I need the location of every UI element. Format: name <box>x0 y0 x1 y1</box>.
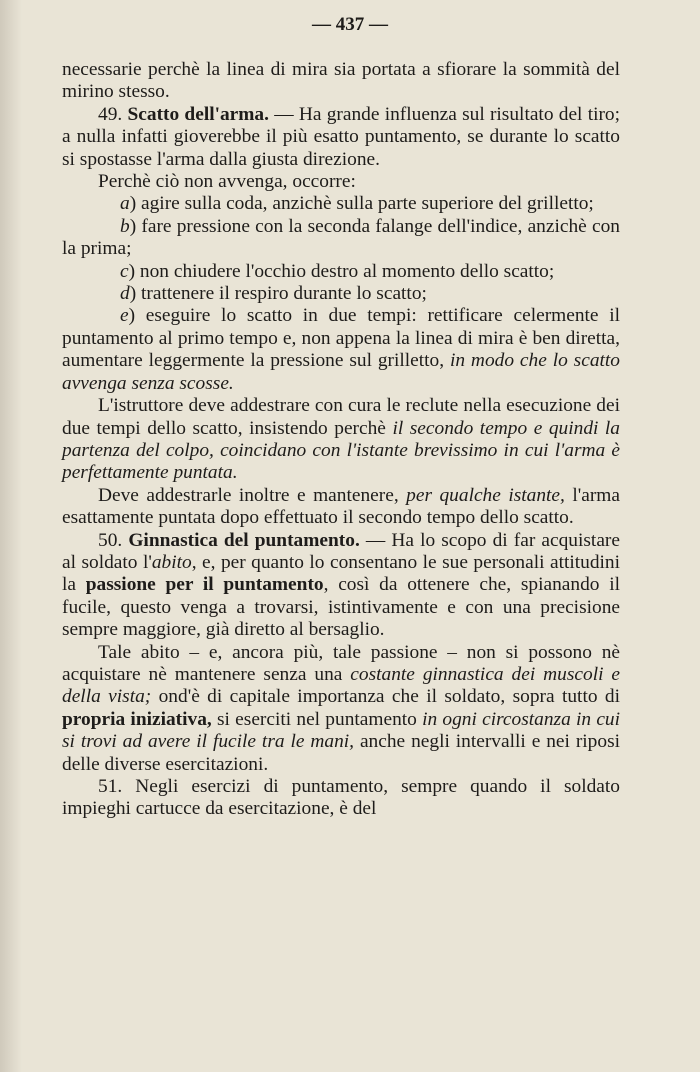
text-run: ) trattenere il respiro durante lo scatto; <box>129 283 427 305</box>
text-run: , e, per quanto lo consentano le sue personali attitudini la <box>62 551 620 596</box>
text-run: ) non chiudere l'occhio destro al momento dello scatto; <box>128 260 555 282</box>
text-run: , così da ottenere che, spianando il fucile, questo venga a trovarsi, istintivamente e con una precisione sempre maggiore, già diretto al bersaglio. <box>62 574 620 641</box>
italic-run: b <box>120 215 130 237</box>
bold-run: Ginnastica del puntamento. <box>128 529 360 551</box>
text-run: l'arma esattamente puntata dopo effettuato il secondo tempo dello scatto. <box>62 484 620 529</box>
text-run: 49. <box>98 103 128 125</box>
text-run: 51. Negli esercizi di puntamento, sempre quando il soldato impieghi cartucce da esercitazione, è del <box>62 776 620 820</box>
text-run: ) agire sulla coda, anzichè sulla parte superiore del grilletto; <box>129 193 594 215</box>
paragraph <box>62 642 620 776</box>
text-run: necessarie perchè la linea di mira sia portata a sfiorare la sommità del mirino stesso. <box>62 59 620 103</box>
bold-run: passione per il puntamento <box>85 574 324 596</box>
italic-run: costante ginnastica dei muscoli e della vista; <box>62 663 620 708</box>
list-item <box>62 305 620 395</box>
paragraph <box>62 104 620 171</box>
list-item <box>62 216 620 261</box>
page-binding-shadow <box>0 0 22 1072</box>
text-run: — Ha grande influenza sul risultato del tiro; a nulla infatti gioverebbe il più esatto puntamento, se durante lo scatto si spostasse l'arma dalla giusta direzione. <box>62 103 621 170</box>
italic-run: il secondo tempo e quindi la partenza del colpo, coincidano con l'istante brevissimo in cui l'arma è perfettamente puntata. <box>62 417 621 484</box>
page-number: — 437 — <box>312 14 388 35</box>
paragraph <box>62 530 620 642</box>
italic-run: in modo che lo scatto avvenga senza scosse. <box>62 350 620 394</box>
bold-run: propria iniziativa, <box>62 708 212 730</box>
text-run: ) eseguire lo scatto in due tempi: rettificare celermente il puntamento al primo tempo e, non appena la linea di mira è ben diretta, aumentare leggermente la pressione sul grilletto, <box>62 305 620 372</box>
italic-run: a <box>120 193 130 215</box>
italic-run: e <box>120 305 129 327</box>
list-item <box>62 283 620 305</box>
text-run: anche negli intervalli e nei riposi delle diverse esercitazioni. <box>62 731 620 775</box>
text-run: si eserciti nel puntamento <box>211 708 423 730</box>
list-item <box>62 193 620 215</box>
paragraph <box>62 59 620 104</box>
italic-run: abito <box>151 551 192 573</box>
text-run: ) fare pressione con la seconda falange dell'indice, anzichè con la prima; <box>62 215 620 260</box>
text-run: Deve addestrarle inoltre e mantenere, <box>98 484 407 506</box>
list-item <box>62 261 620 283</box>
italic-run: in ogni circostanza in cui si trovi ad avere il fucile tra le mani, <box>62 708 621 753</box>
text-run: Tale abito – e, ancora più, tale passione – non si possono nè acquistare nè mantenere senza una <box>62 641 620 685</box>
italic-run: d <box>120 283 130 305</box>
text-run: 50. <box>98 529 129 551</box>
paragraph <box>62 776 620 821</box>
paragraph <box>62 395 620 485</box>
text-run: — Ha lo scopo di far acquistare al soldato l' <box>62 529 620 573</box>
paragraph <box>62 485 620 530</box>
page-body <box>62 59 620 821</box>
italic-run: c <box>120 260 129 282</box>
bold-run: Scatto dell'arma. <box>127 103 269 125</box>
text-run: ond'è di capitale importanza che il soldato, sopra tutto di <box>151 686 620 708</box>
italic-run: per qualche istante, <box>406 484 565 506</box>
paragraph <box>62 171 620 193</box>
text-run: Perchè ciò non avvenga, occorre: <box>98 171 356 193</box>
text-run: L'istruttore deve addestrare con cura le reclute nella esecuzione dei due tempi dello scatto, insistendo perchè <box>62 395 620 439</box>
